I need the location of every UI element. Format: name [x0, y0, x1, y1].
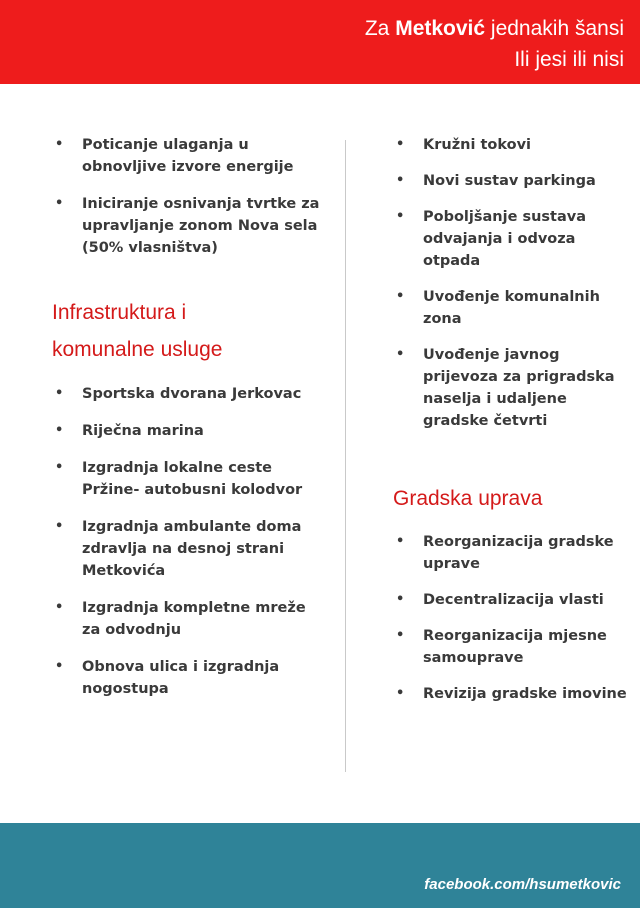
list-item-text: Riječna marina: [82, 423, 204, 439]
left-top-list: [52, 134, 322, 259]
bullet-icon: •: [396, 137, 405, 152]
list-item: [52, 457, 322, 501]
list-item-text: Uvođenje javnog prijevoza za prigradska naselja i udaljene gradske četvrti: [423, 347, 615, 429]
bullet-icon: •: [55, 659, 64, 674]
list-item: [393, 589, 633, 611]
list-item: [393, 134, 633, 156]
list-item-text: Izgradnja kompletne mreže za odvodnju: [82, 600, 306, 638]
header-title-prefix: Za: [364, 17, 396, 40]
column-divider: [345, 140, 346, 772]
list-item: [52, 516, 322, 582]
header-title-suffix: jednakih šansi: [485, 17, 624, 40]
list-item: [393, 625, 633, 669]
section-heading-line: Infrastruktura i: [52, 301, 187, 324]
bullet-icon: •: [396, 289, 405, 304]
header-slogan: Ili jesi ili nisi: [514, 48, 624, 71]
bullet-icon: •: [55, 196, 64, 211]
header-banner: [0, 0, 640, 84]
list-item-text: Uvođenje komunalnih zona: [423, 289, 600, 327]
list-item-text: Decentralizacija vlasti: [423, 592, 604, 608]
bullet-icon: •: [55, 137, 64, 152]
section-heading-line: komunalne usluge: [52, 338, 223, 361]
list-item: [393, 170, 633, 192]
list-item-text: Reorganizacija gradske uprave: [423, 534, 614, 572]
header-title: [365, 16, 624, 42]
list-item-text: Poticanje ulaganja u obnovljive izvore energije: [82, 137, 294, 175]
list-item: [52, 656, 322, 700]
infrastructure-list: [52, 383, 322, 700]
bullet-icon: •: [55, 423, 64, 438]
section-heading-administration: Gradska uprava: [393, 487, 543, 510]
footer-banner: [0, 823, 640, 908]
bullet-icon: •: [396, 686, 405, 701]
list-item: [52, 597, 322, 641]
list-item-text: Izgradnja lokalne ceste Pržine- autobusni kolodvor: [82, 460, 303, 498]
list-item: [393, 206, 633, 272]
list-item: [393, 286, 633, 330]
bullet-icon: •: [396, 534, 405, 549]
bullet-icon: •: [396, 173, 405, 188]
list-item-text: Sportska dvorana Jerkovac: [82, 386, 302, 402]
bullet-icon: •: [396, 592, 405, 607]
list-item-text: Kružni tokovi: [423, 137, 532, 153]
bullet-icon: •: [55, 519, 64, 534]
list-item-text: Iniciranje osnivanja tvrtke za upravljanje zonom Nova sela (50% vlasništva): [82, 196, 320, 256]
bullet-icon: •: [55, 386, 64, 401]
list-item-text: Reorganizacija mjesne samouprave: [423, 628, 607, 666]
list-item-text: Poboljšanje sustava odvajanja i odvoza otpada: [423, 209, 586, 269]
bullet-icon: •: [396, 628, 405, 643]
list-item: [52, 383, 322, 405]
bullet-icon: •: [55, 600, 64, 615]
list-item-text: Izgradnja ambulante doma zdravlja na desnoj strani Metkovića: [82, 519, 302, 579]
left-column: [52, 134, 322, 700]
list-item: [52, 193, 322, 259]
list-item-text: Revizija gradske imovine: [423, 686, 627, 702]
list-item-text: Obnova ulica i izgradnja nogostupa: [82, 659, 280, 697]
header-title-city: Metković: [395, 17, 486, 40]
right-top-list: [393, 134, 633, 432]
bullet-icon: •: [55, 460, 64, 475]
section-heading-infrastructure: [52, 294, 322, 368]
list-item: [393, 531, 633, 575]
list-item: [393, 344, 633, 432]
facebook-link[interactable]: facebook.com/hsumetkovic: [424, 876, 621, 893]
bullet-icon: •: [396, 347, 405, 362]
administration-list: [393, 531, 633, 705]
list-item: [52, 134, 322, 178]
list-item: [393, 683, 633, 705]
right-column: [393, 134, 633, 705]
list-item-text: Novi sustav parkinga: [423, 173, 596, 189]
bullet-icon: •: [396, 209, 405, 224]
list-item: [52, 420, 322, 442]
